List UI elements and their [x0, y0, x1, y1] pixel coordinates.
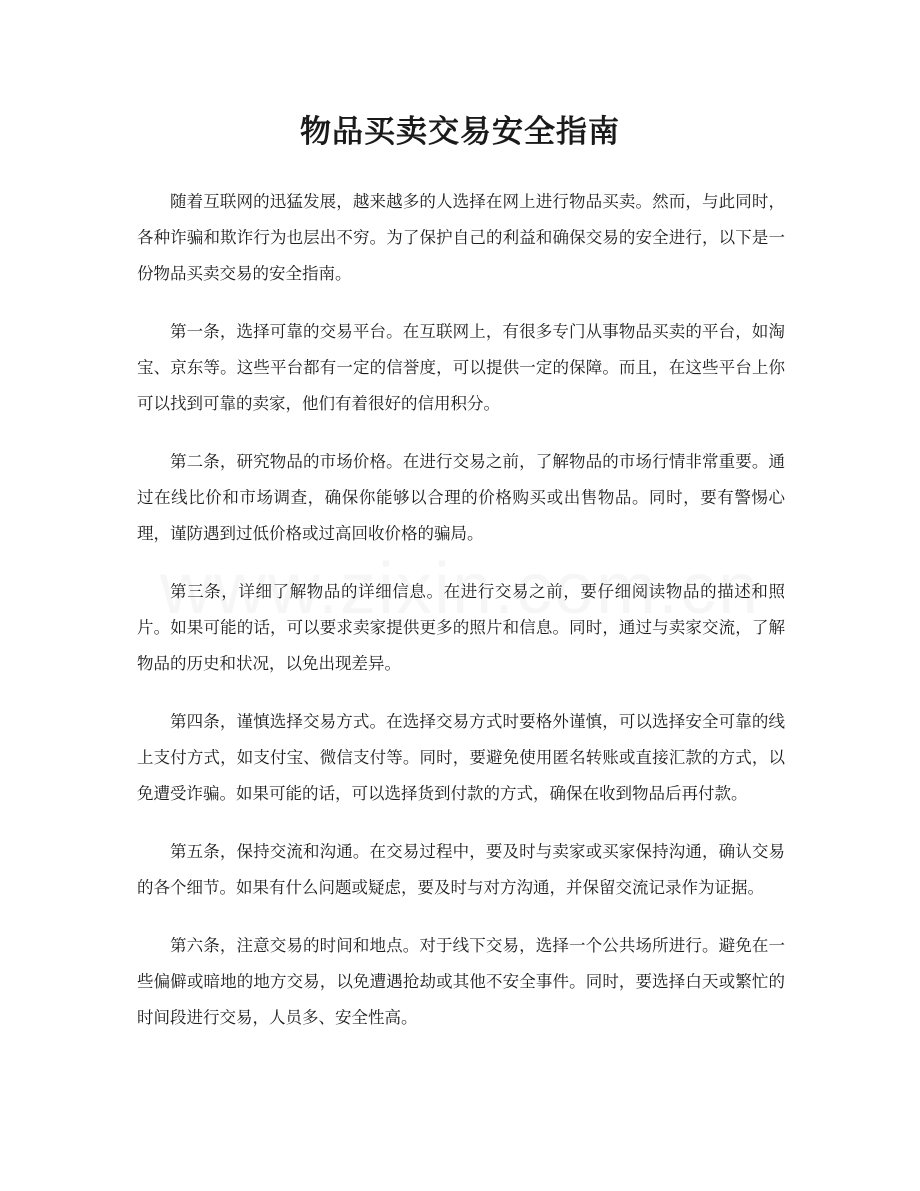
paragraph-article-6: 第六条，注意交易的时间和地点。对于线下交易，选择一个公共场所进行。避免在一些偏僻或暗地的地方交易，以免遭遇抢劫或其他不安全事件。同时，要选择白天或繁忙的时间段进行交易，人员多、安全性高。 [137, 936, 785, 1027]
paragraph-intro: 随着互联网的迅猛发展，越来越多的人选择在网上进行物品买卖。然而，与此同时，各种诈骗和欺诈行为也层出不穷。为了保护自己的利益和确保交易的安全进行，以下是一份物品买卖交易的安全指南。 [137, 192, 785, 283]
paragraph-article-5: 第五条，保持交流和沟通。在交易过程中，要及时与卖家或买家保持沟通，确认交易的各个细节。如果有什么问题或疑虑，要及时与对方沟通，并保留交流记录作为证据。 [137, 842, 785, 897]
paragraph-article-2: 第二条，研究物品的市场价格。在进行交易之前，了解物品的市场行情非常重要。通过在线比价和市场调查，确保你能够以合理的价格购买或出售物品。同时，要有警惕心理，谨防遇到过低价格或过高回收价格的骗局。 [137, 452, 785, 543]
paragraph-article-4: 第四条，谨慎选择交易方式。在选择交易方式时要格外谨慎，可以选择安全可靠的线上支付方式，如支付宝、微信支付等。同时，要避免使用匿名转账或直接汇款的方式，以免遭受诈骗。如果可能的话，可以选择货到付款的方式，确保在收到物品后再付款。 [137, 712, 785, 803]
document-title: 物品买卖交易安全指南 [300, 114, 620, 150]
paragraph-article-3: 第三条，详细了解物品的详细信息。在进行交易之前，要仔细阅读物品的描述和照片。如果可能的话，可以要求卖家提供更多的照片和信息。同时，通过与卖家交流，了解物品的历史和状况，以免出现差异。 [137, 582, 785, 673]
paragraph-article-1: 第一条，选择可靠的交易平台。在互联网上，有很多专门从事物品买卖的平台，如淘宝、京东等。这些平台都有一定的信誉度，可以提供一定的保障。而且，在这些平台上你可以找到可靠的卖家，他们有着很好的信用积分。 [137, 322, 785, 413]
document-body [137, 184, 785, 1058]
